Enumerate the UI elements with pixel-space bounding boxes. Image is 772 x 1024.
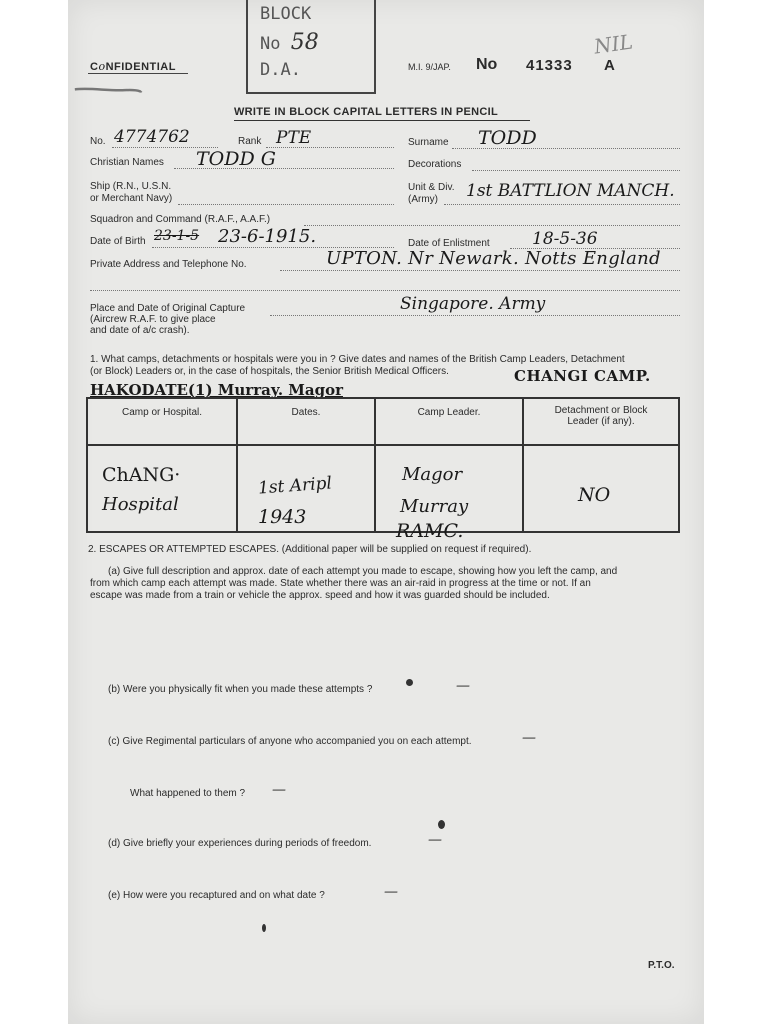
cell-leader — [375, 445, 523, 542]
stamp-line-3: D.A. — [260, 60, 301, 80]
surname-dotline — [452, 148, 680, 149]
form-letter: A — [604, 57, 615, 74]
section2-d-answer: — — [428, 832, 442, 848]
section2-title: 2. ESCAPES OR ATTEMPTED ESCAPES. (Additional paper will be supplied on request if required). — [88, 544, 532, 555]
section2-d: (d) Give briefly your experiences during periods of freedom. — [108, 838, 372, 849]
cell-detachment — [523, 445, 679, 532]
section2-c-follow: What happened to them ? — [130, 788, 246, 799]
enlistment-label: Date of Enlistment — [408, 238, 490, 249]
string-tie — [68, 86, 150, 96]
squadron-dotline — [304, 225, 680, 226]
ink-dot — [438, 820, 445, 829]
surname-value: TODD — [478, 127, 537, 149]
capture-label-line3: and date of a/c crash). — [90, 325, 190, 336]
col-header-dates: Dates. — [237, 398, 375, 445]
ship-label-line2: or Merchant Navy) — [90, 193, 173, 204]
ship-dotline — [178, 204, 394, 205]
decorations-dotline — [472, 170, 680, 171]
address-value: UPTON. Nr Newark. Notts England — [326, 248, 661, 269]
camp-line1: ChANG· — [102, 464, 181, 486]
confidential-prefix: C — [90, 61, 99, 73]
instruction-underline — [234, 120, 530, 121]
hakodate-note: HAKODATE(1) Murray. Magor — [90, 381, 343, 399]
ink-mark — [262, 924, 266, 932]
confidential-overwrite: o — [98, 60, 106, 73]
form-number: 41333 — [526, 57, 573, 74]
section1-question-line1: 1. What camps, detachments or hospitals were you in ? Give dates and names of the British Camp Leaders, Detachment — [90, 354, 625, 365]
table-row — [87, 445, 679, 532]
dates-line1: 1st Aripl — [257, 473, 333, 499]
capture-label-line2: (Aircrew R.A.F. to give place — [90, 314, 216, 325]
unit-label-line1: Unit & Div. — [408, 182, 455, 193]
stamp-line-2 — [260, 30, 319, 55]
ship-label-line1: Ship (R.N., U.S.N. — [90, 181, 172, 192]
surname-label: Surname — [408, 137, 449, 148]
squadron-label: Squadron and Command (R.A.F., A.A.F.) — [90, 214, 271, 225]
confidential-rest: NFIDENTIAL — [105, 61, 176, 73]
changi-camp-note: CHANGI CAMP. — [514, 367, 651, 385]
stamp-no: No — [260, 34, 281, 54]
col-header-leader: Camp Leader. — [375, 398, 523, 445]
section2-c: (c) Give Regimental particulars of anyone who accompanied you on each attempt. — [108, 736, 472, 747]
no-label: No. — [90, 136, 106, 147]
camps-table-header-row — [87, 398, 679, 445]
capture-dotline — [270, 315, 680, 316]
section2-a-line3: escape was made from a train or vehicle the approx. speed and how it was guarded should be included. — [90, 590, 550, 601]
address-dotline-2 — [90, 290, 680, 291]
section2-a-line1: (a) Give full description and approx. date of each attempt you made to escape, showing how you left the camp, and — [108, 566, 618, 577]
leader-line2: Murray — [400, 496, 469, 517]
section2-c-follow-answer: — — [272, 782, 286, 798]
capture-label-line1: Place and Date of Original Capture — [90, 303, 246, 314]
stamp-line-1: BLOCK — [260, 4, 312, 24]
christian-names-label: Christian Names — [90, 157, 164, 168]
unit-label-line2: (Army) — [408, 194, 438, 205]
section2-e: (e) How were you recaptured and on what date ? — [108, 890, 325, 901]
camps-table — [86, 397, 680, 542]
section2-c-answer: — — [522, 730, 536, 746]
block-stamp — [246, 0, 376, 94]
col-header-camp: Camp or Hospital. — [87, 398, 237, 445]
leader-line3: RAMC. — [396, 520, 464, 542]
camp-line2: Hospital — [102, 494, 179, 515]
address-dotline — [280, 270, 680, 271]
unit-value: 1st BATTLION MANCH. — [466, 181, 675, 201]
christian-names-value: TODD G — [196, 148, 276, 170]
dates-line2: 1943 — [258, 506, 307, 528]
number-label: No — [476, 56, 498, 73]
col-header-detachment: Detachment or Block Leader (if any). — [523, 398, 679, 445]
section2-b: (b) Were you physically fit when you made these attempts ? — [108, 684, 373, 695]
unit-dotline — [444, 204, 680, 205]
stamp-number: 58 — [290, 30, 319, 55]
enlistment-value: 18-5-36 — [532, 229, 598, 249]
address-label: Private Address and Telephone No. — [90, 259, 247, 270]
confidential-heading — [90, 60, 176, 73]
confidential-underline — [88, 73, 188, 74]
christian-dotline — [174, 168, 394, 169]
rank-label: Rank — [238, 136, 262, 147]
dob-label: Date of Birth — [90, 236, 146, 247]
detachment-value: NO — [578, 484, 611, 506]
capture-value: Singapore. Army — [400, 294, 546, 314]
section2-a-line2: from which camp each attempt was made. State whether there was an air-raid in progress at the time or not. If an — [90, 578, 591, 589]
rank-value: PTE — [276, 128, 312, 148]
cell-dates — [237, 445, 375, 532]
dob-struck-value: 23-1-5 — [154, 228, 200, 244]
section2-e-answer: — — [384, 884, 398, 900]
pto-label: P.T.O. — [648, 960, 675, 971]
cell-camp — [87, 445, 237, 532]
rank-dotline — [266, 147, 394, 148]
leader-line1: Magor — [402, 464, 463, 485]
decorations-label: Decorations — [408, 159, 462, 170]
section2-b-answer: — — [456, 678, 470, 694]
instruction-heading: WRITE IN BLOCK CAPITAL LETTERS IN PENCIL — [234, 106, 498, 118]
mi-reference: M.I. 9/JAP. — [408, 62, 451, 72]
form-sheet — [68, 0, 704, 1024]
service-number-value: 4774762 — [114, 127, 190, 147]
section1-question-line2: (or Block) Leaders or, in the case of hospitals, the Senior British Medical Officers. — [90, 366, 449, 377]
nil-annotation: NIL — [592, 29, 635, 59]
ink-dot — [406, 679, 413, 686]
dob-value: 23-6-1915. — [218, 226, 317, 247]
